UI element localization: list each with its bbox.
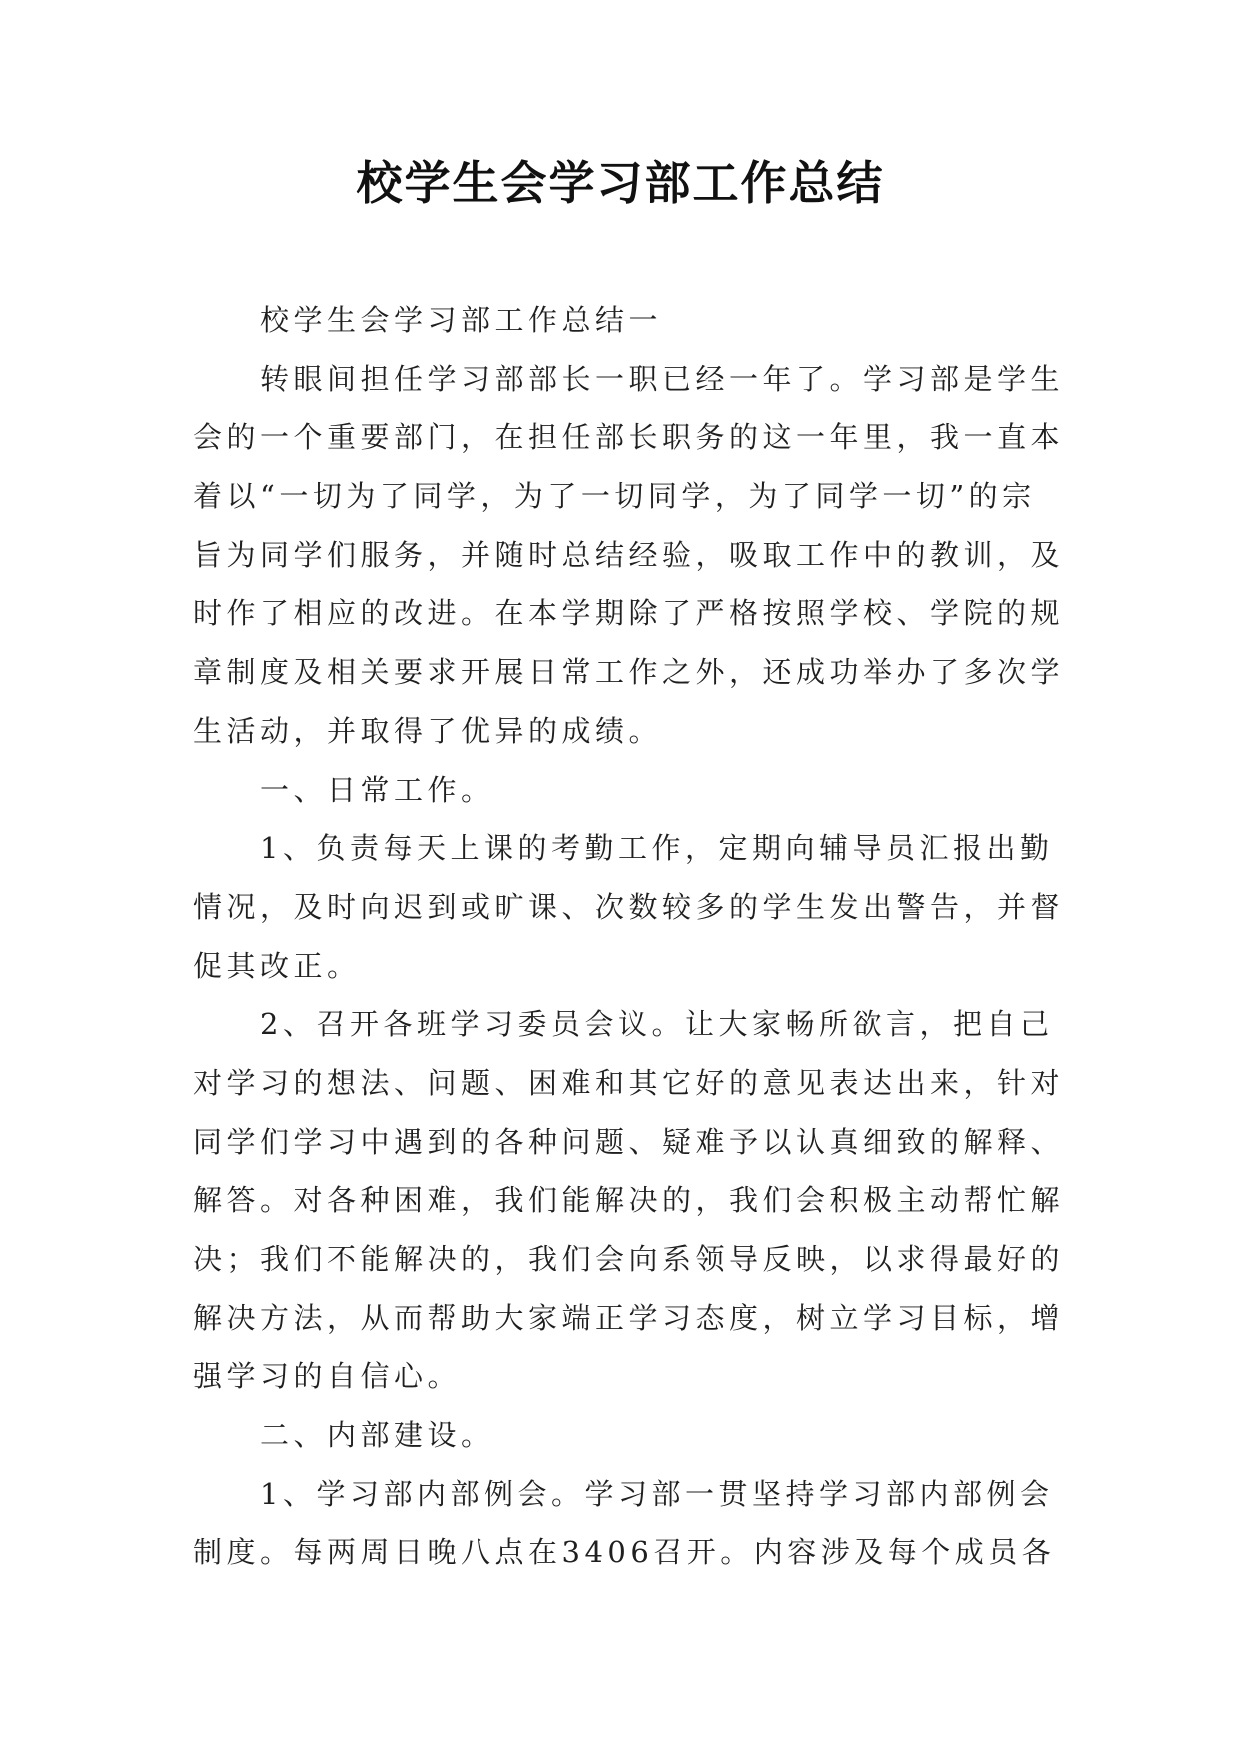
body-line: 解答。对各种困难，我们能解决的，我们会积极主动帮忙解	[193, 1183, 1065, 1218]
body-line: 促其改正。	[193, 948, 361, 983]
body-line: 旨为同学们服务，并随时总结经验，吸取工作中的教训，及	[193, 537, 1065, 572]
body-line: 章制度及相关要求开展日常工作之外，还成功举办了多次学	[193, 655, 1065, 690]
body-line: 一、日常工作。	[260, 772, 495, 807]
body-line: 1、负责每天上课的考勤工作，定期向辅导员汇报出勤	[260, 831, 1054, 866]
body-line: 二、内部建设。	[260, 1418, 495, 1453]
body-line: 解决方法，从而帮助大家端正学习态度，树立学习目标，增	[193, 1300, 1065, 1335]
document-title: 校学生会学习部工作总结	[356, 156, 885, 210]
body-line: 转眼间担任学习部部长一职已经一年了。学习部是学生	[260, 361, 1065, 396]
body-line: 1、学习部内部例会。学习部一贯坚持学习部内部例会	[260, 1476, 1054, 1511]
body-line: 情况，及时向迟到或旷课、次数较多的学生发出警告，并督	[193, 889, 1065, 924]
body-line: 生活动，并取得了优异的成绩。	[193, 713, 663, 748]
body-line: 同学们学习中遇到的各种问题、疑难予以认真细致的解释、	[193, 1124, 1065, 1159]
body-line: 着以“一切为了同学，为了一切同学，为了同学一切”的宗	[193, 479, 1036, 514]
document-body	[193, 291, 1073, 1582]
body-line: 决；我们不能解决的，我们会向系领导反映，以求得最好的	[193, 1242, 1065, 1276]
body-line: 强学习的自信心。	[193, 1359, 462, 1394]
body-line: 对学习的想法、问题、困难和其它好的意见表达出来，针对	[193, 1065, 1065, 1100]
body-line: 2、召开各班学习委员会议。让大家畅所欲言，把自己	[260, 1007, 1054, 1042]
body-line: 时作了相应的改进。在本学期除了严格按照学校、学院的规	[193, 596, 1065, 631]
body-line: 制度。每两周日晚八点在3406召开。内容涉及每个成员各	[193, 1535, 1056, 1570]
body-line: 校学生会学习部工作总结一	[260, 303, 663, 337]
body-line: 会的一个重要部门，在担任部长职务的这一年里，我一直本	[193, 420, 1065, 455]
